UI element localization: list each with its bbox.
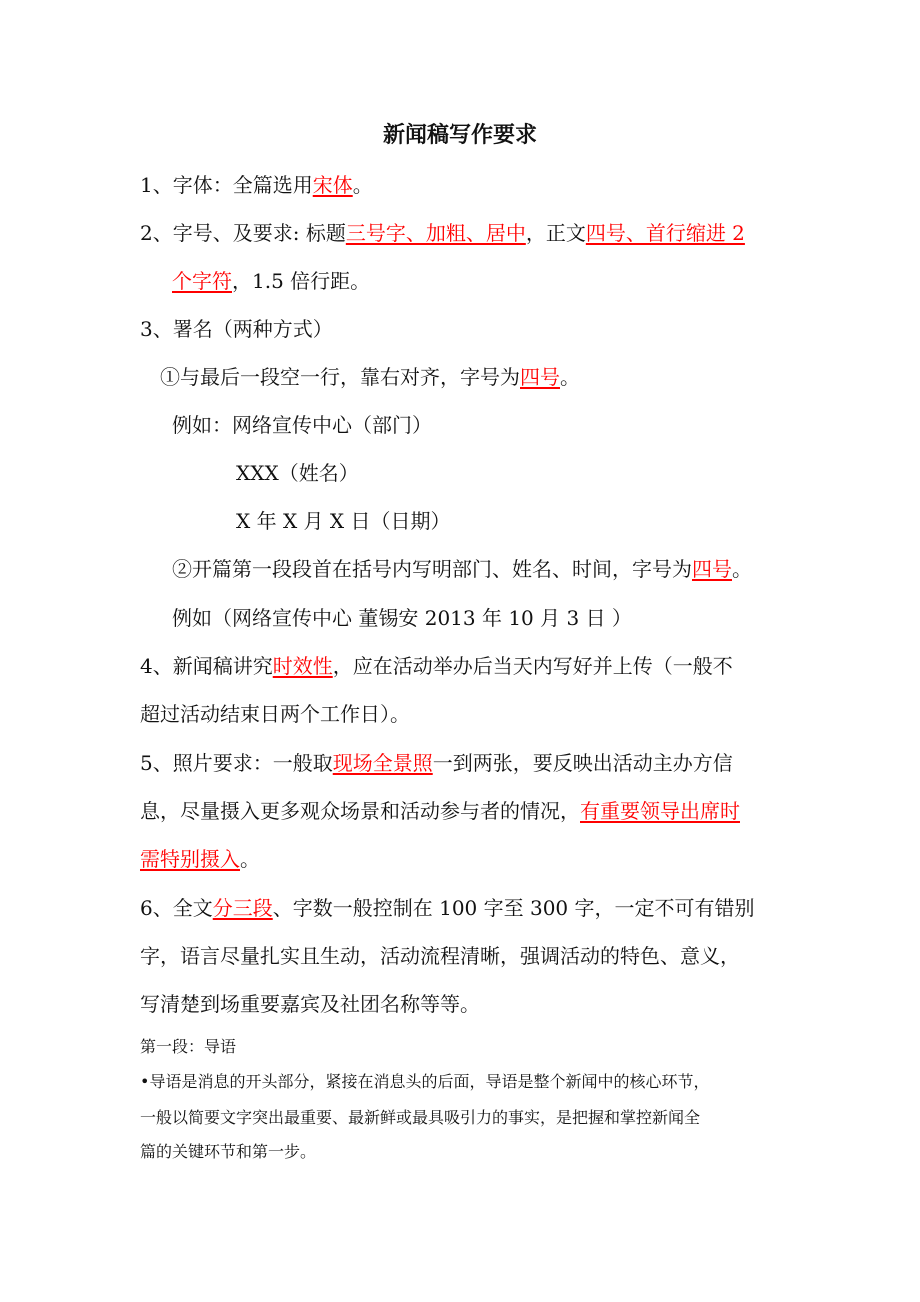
text-line (160, 364, 802, 390)
text-segment: 息，尽量摄入更多观众场景和活动参与者的情况， (140, 799, 580, 823)
text-segment: 例如（网络宣传中心 董锡安 2013 年 10 月 3 日 ） (172, 606, 632, 630)
text-line (140, 653, 782, 679)
text-segment: 1、字体：全篇选用 (140, 173, 313, 197)
text-segment: 第一段：导语 (140, 1037, 237, 1056)
text-segment: X 年 X 月 X 日（日期） (236, 509, 451, 533)
text-segment: 例如：网络宣传中心（部门） (172, 413, 432, 437)
text-line (172, 268, 370, 294)
text-segment: 。 (732, 557, 752, 581)
text-segment: 。 (560, 365, 580, 389)
emphasized-text: 分三段 (212, 896, 273, 920)
text-segment: •导语是消息的开头部分，紧接在消息头的后面，导语是整个新闻中的核心环节， (140, 1072, 710, 1091)
text-segment: ②开篇第一段段首在括号内写明部门、姓名、时间，字号为 (172, 557, 692, 581)
text-segment: 一到两张，要反映出活动主办方信 (432, 751, 733, 775)
text-segment: 。 (352, 173, 373, 197)
text-line (140, 895, 782, 921)
text-line (140, 1071, 709, 1093)
text-segment: ①与最后一段空一行，靠右对齐，字号为 (160, 365, 520, 389)
emphasized-text: 四号、首行缩进 2 (585, 221, 745, 245)
text-segment: ，应在活动举办后当天内写好并上传（一般不 (332, 654, 733, 678)
text-segment: 字，语言尽量扎实且生动，活动流程清晰，强调活动的特色、意义， (140, 944, 740, 968)
text-line (140, 991, 480, 1017)
text-line (140, 1107, 700, 1129)
text-line (140, 750, 782, 776)
emphasized-text: 个字符 (172, 269, 232, 293)
text-line (172, 412, 432, 438)
text-line (140, 1141, 316, 1163)
text-line (140, 701, 410, 727)
emphasized-text: 四号 (520, 365, 560, 389)
emphasized-text: 时效性 (272, 654, 333, 678)
text-segment: ，1.5 倍行距。 (232, 269, 371, 293)
emphasized-text: 三号字、加粗、居中 (345, 221, 526, 245)
text-segment: 2、字号、及要求: 标题 (140, 221, 346, 245)
text-segment: 篇的关键环节和第一步。 (140, 1142, 317, 1161)
text-segment: 4、新闻稿讲究 (140, 654, 273, 678)
text-line (172, 556, 814, 582)
emphasized-text: 有重要领导出席时 (580, 799, 740, 823)
emphasized-text: 宋体 (312, 173, 353, 197)
text-segment: 。 (240, 847, 260, 871)
document-title: 新闻稿写作要求 (382, 122, 537, 148)
text-segment: 写清楚到场重要嘉宾及社团名称等等。 (140, 992, 480, 1016)
text-segment: ，正文 (525, 221, 586, 245)
emphasized-text: 现场全景照 (332, 751, 433, 775)
emphasized-text: 需特别摄入 (140, 847, 240, 871)
text-line (236, 508, 451, 534)
text-line (236, 460, 359, 486)
text-line (140, 220, 782, 246)
text-line (140, 846, 260, 872)
text-line (140, 316, 333, 342)
text-segment: 一般以简要文字突出最重要、最新鲜或最具吸引力的事实，是把握和掌控新闻全 (140, 1108, 701, 1127)
text-segment: 3、署名（两种方式） (140, 317, 333, 341)
text-segment: 6、全文 (140, 896, 213, 920)
text-segment: 超过活动结束日两个工作日）。 (140, 702, 410, 726)
text-line (140, 1036, 236, 1058)
emphasized-text: 四号 (692, 557, 732, 581)
text-line (140, 798, 782, 824)
text-line (140, 172, 373, 198)
text-line (140, 943, 782, 969)
text-segment: XXX（姓名） (236, 461, 359, 485)
text-line (172, 605, 632, 631)
text-segment: 、字数一般控制在 100 字至 300 字，一定不可有错别 (272, 896, 755, 920)
text-segment: 5、照片要求：一般取 (140, 751, 333, 775)
